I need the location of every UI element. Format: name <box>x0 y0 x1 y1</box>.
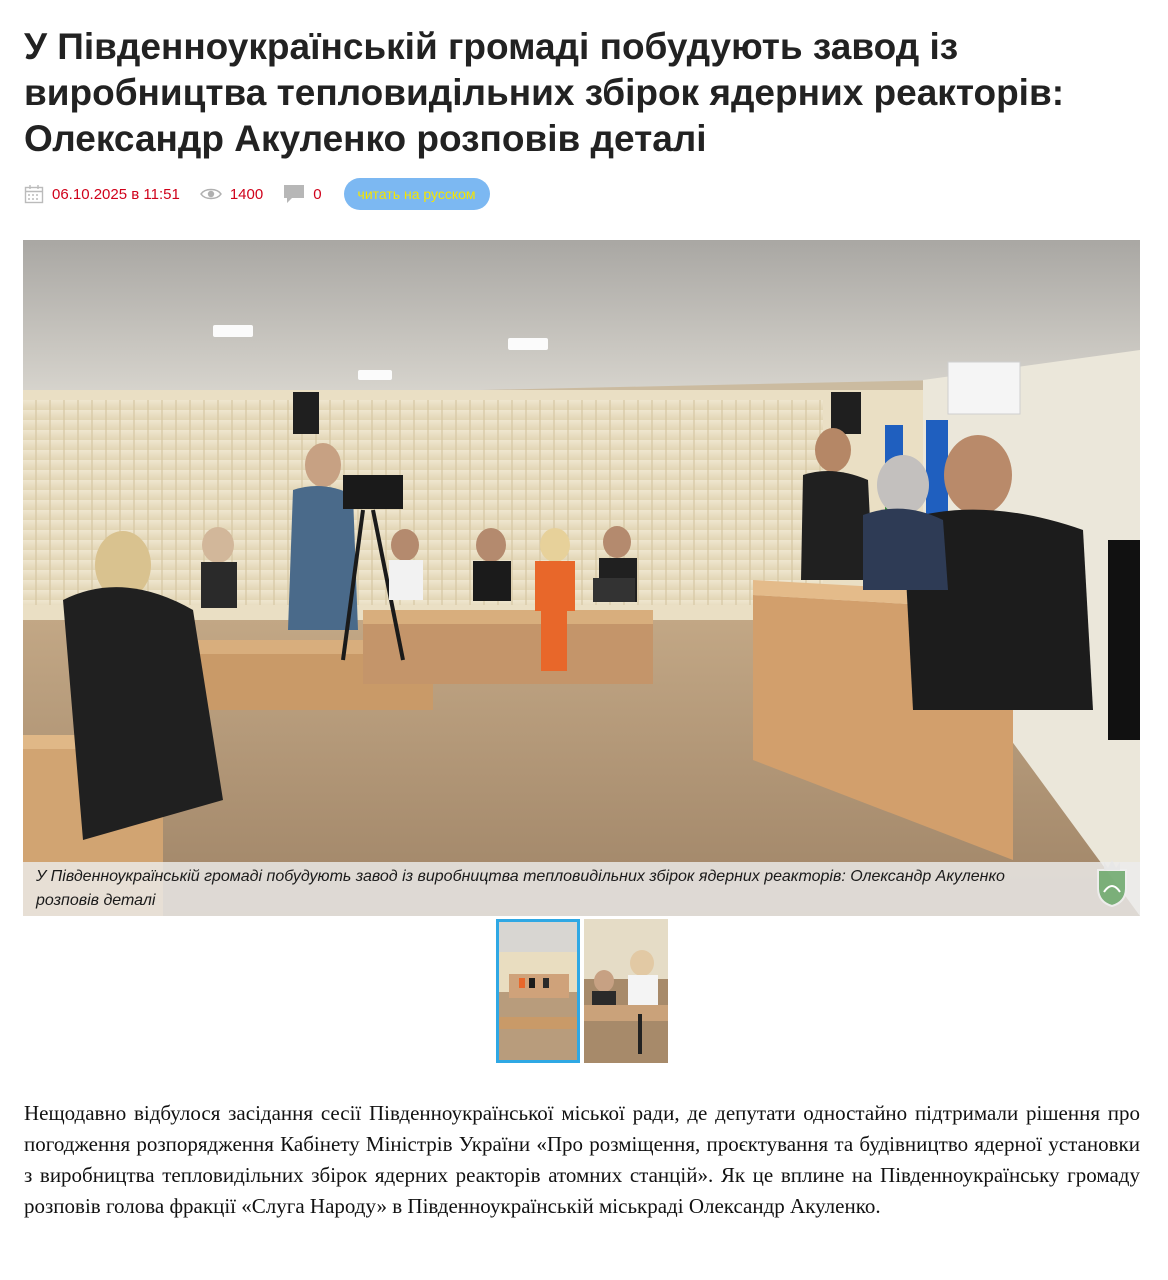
image-caption: У Південноукраїнській громаді побудують завод із виробництва тепловидільних збірок ядерних реакторів: Олександр Акуленко розповів деталі <box>23 862 1140 916</box>
thumbnail-image <box>499 922 577 1060</box>
comments-count: 0 <box>313 185 322 203</box>
article-meta <box>24 178 490 210</box>
date-text: 06.10.2025 в 11:51 <box>52 185 180 203</box>
article-date <box>24 184 180 204</box>
views-count: 1400 <box>229 185 264 203</box>
image-thumbnails <box>496 919 668 1063</box>
article-main-image[interactable] <box>23 240 1140 916</box>
article-body: Нещодавно відбулося засідання сесії Південноукраїнської міської ради, де депутати одностайно підтримали рішення про погодження розпорядження Кабінету Міністрів України «Про розміщення, проєктування та будівництво ядерної установки з виробництва тепловидільних збірок ядерних реакторів атомних станцій». Як це вплине на Південноукраїнську громаду розповів голова фракції «Слуга Народу» в Південноукраїнській міськраді Олександр Акуленко. <box>24 1101 1140 1218</box>
city-coat-of-arms-logo <box>1094 858 1130 908</box>
thumbnail-image <box>584 919 668 1063</box>
thumbnail-2[interactable] <box>584 919 668 1063</box>
comment-bubble-icon <box>283 183 305 205</box>
article-title: У Південноукраїнській громаді побудують завод із виробництва тепловидільних збірок ядерних реакторів: Олександр Акуленко розповів деталі <box>24 26 1065 159</box>
article-views <box>200 186 263 203</box>
council-session-photo <box>23 240 1140 916</box>
read-in-russian-button[interactable]: читать на русском <box>344 178 490 210</box>
article-comments[interactable] <box>283 183 321 205</box>
thumbnail-1[interactable] <box>496 919 580 1063</box>
eye-icon <box>200 187 222 201</box>
calendar-icon <box>24 184 44 204</box>
